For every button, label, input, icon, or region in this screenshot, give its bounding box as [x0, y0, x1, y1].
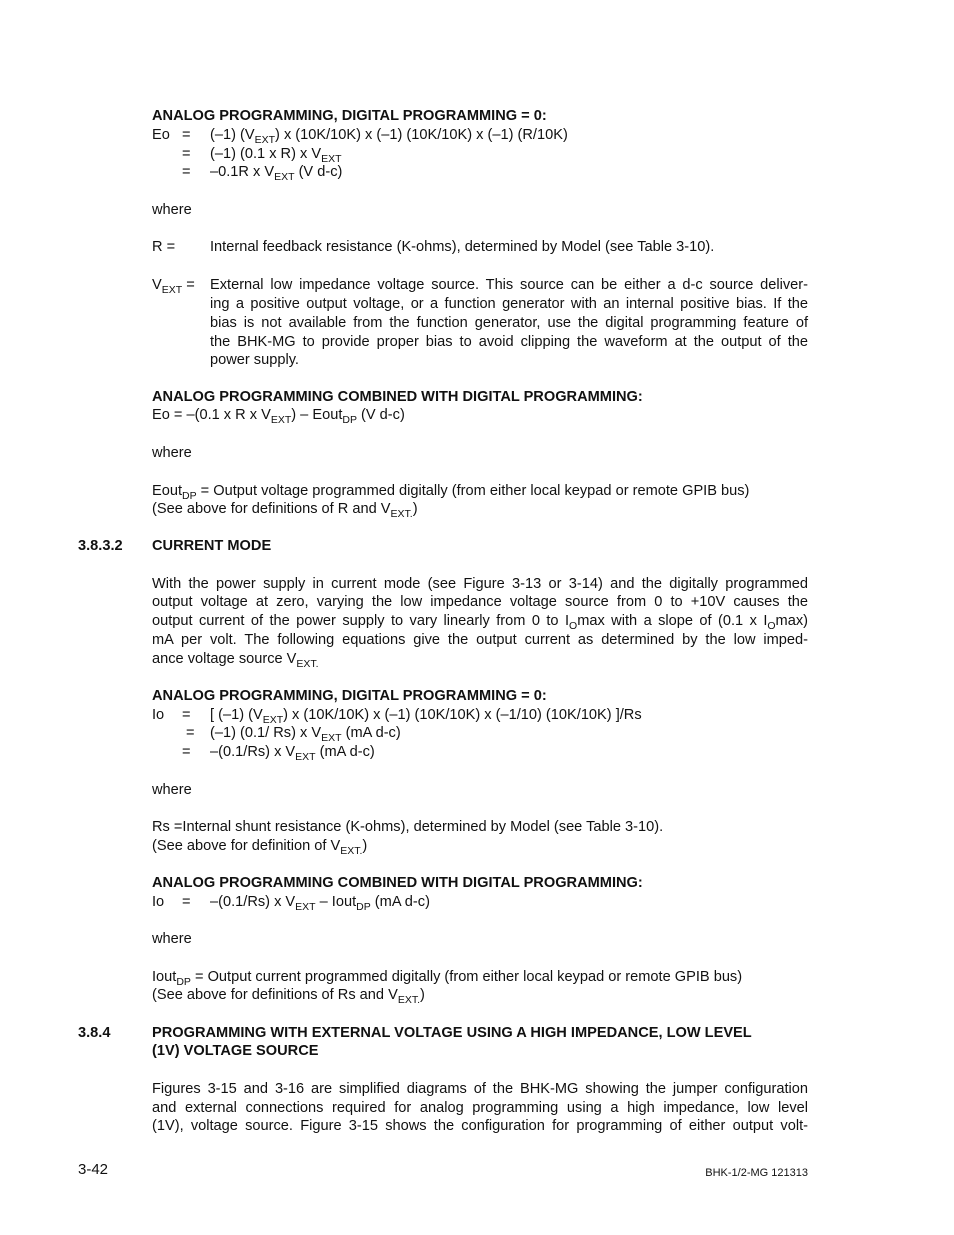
where-text: where [152, 202, 192, 218]
equals-sign: = [182, 164, 191, 180]
section-number: 3.8.4 [78, 1025, 111, 1041]
definition-label: R = [152, 239, 176, 255]
equation-text: –(0.1/Rs) x $V_{EXT}$ – Iout$_{DP}$ (mA d-c) [210, 894, 430, 913]
equation-text: [ (–1) $(V_{EXT})$ x (10K/10K) x (–1) (10K/10K) x (–1/10) (10K/10K) ]/Rs [210, 707, 642, 726]
equation-lhs: Io [152, 707, 165, 723]
paragraph-line: output voltage at zero, varying the low impedance voltage source from 0 to +10V causes the [152, 594, 808, 610]
document-id: BHK-1/2-MG 121313 [705, 1167, 808, 1179]
definition-text: Iout$_{DP}$ = Output current programmed digitally (from either local keypad or remote GPIB bus) [152, 969, 743, 988]
section-heading: ANALOG PROGRAMMING, DIGITAL PROGRAMMING = 0: [152, 108, 547, 124]
page-number: 3-42 [78, 1161, 109, 1178]
section-title: CURRENT MODE [152, 538, 272, 554]
definition-line: power supply. [210, 352, 299, 368]
equation-lhs: Io [152, 894, 165, 910]
section-heading: ANALOG PROGRAMMING COMBINED WITH DIGITAL PROGRAMMING: [152, 389, 643, 405]
definition-text: (See above for definitions of R and $V_{EXT.}$) [152, 501, 418, 520]
paragraph-line: mA per volt. The following equations give the output current as determined by the low imped- [152, 632, 808, 648]
paragraph-line: Figures 3-15 and 3-16 are simplified diagrams of the BHK-MG showing the jumper configuration [152, 1081, 808, 1097]
section-title: (1V) VOLTAGE SOURCE [152, 1043, 319, 1059]
paragraph-line: ance voltage source $V_{EXT.}$ [152, 651, 319, 670]
equation-text: (–1) (0.1/ Rs) x $V_{EXT}$ (mA d-c) [210, 725, 401, 744]
definition-text: Rs =Internal shunt resistance (K-ohms), determined by Model (see Table 3-10). [152, 819, 664, 835]
equation-text: Eo = –(0.1 x R x $V_{EXT}$) – Eout$_{DP}$ (V d-c) [152, 407, 405, 426]
equals-sign: = [186, 725, 195, 741]
equation-text: (–1) (0.1 x R) x $V_{EXT}$ [210, 146, 342, 165]
definition-text: Eout$_{DP}$ = Output voltage programmed digitally (from either local keypad or remote GPIB bus) [152, 483, 750, 502]
equals-sign: = [182, 744, 191, 760]
where-text: where [152, 445, 192, 461]
equals-sign: = [182, 707, 191, 723]
section-title: PROGRAMMING WITH EXTERNAL VOLTAGE USING A HIGH IMPEDANCE, LOW LEVEL [152, 1025, 752, 1041]
paragraph-line: and external connections required for analog programming using a high impedance, low level [152, 1100, 808, 1116]
definition-line: ing a positive output voltage, or a function generator with an internal positive bias. If the [210, 296, 808, 312]
paragraph-line: With the power supply in current mode (see Figure 3-13 or 3-14) and the digitally programmed [152, 576, 808, 592]
equation-text: –0.1R x $V_{EXT}$ (V d-c) [210, 164, 343, 183]
equals-sign: = [182, 146, 191, 162]
equals-sign: = [182, 894, 191, 910]
section-heading: ANALOG PROGRAMMING, DIGITAL PROGRAMMING = 0: [152, 688, 547, 704]
definition-text: (See above for definition of $V_{EXT.}$) [152, 838, 368, 857]
paragraph-line: (1V), voltage source. Figure 3-15 shows the configuration for programming of either output volt- [152, 1118, 808, 1134]
equation-lhs: Eo [152, 127, 170, 143]
where-text: where [152, 782, 192, 798]
definition-line: External low impedance voltage source. This source can be either a d-c source deliver- [210, 277, 808, 293]
section-heading: ANALOG PROGRAMMING COMBINED WITH DIGITAL PROGRAMMING: [152, 875, 643, 891]
where-text: where [152, 931, 192, 947]
definition-line: the BHK-MG to provide proper bias to avoid clipping the waveform at the output of the [210, 334, 808, 350]
equation-text: (–1) $(V_{EXT})$ x (10K/10K) x (–1) (10K/10K) x (–1) (R/10K) [210, 127, 568, 146]
definition-label: $V_{EXT}$ = [152, 277, 195, 296]
section-number: 3.8.3.2 [78, 538, 123, 554]
equation-text: –(0.1/Rs) x $V_{EXT}$ (mA d-c) [210, 744, 375, 763]
paragraph-line: output current of the power supply to vary linearly from 0 to $I_O\max$ with a slope of (0.1 x $I_O\max$) [152, 613, 808, 632]
equals-sign: = [182, 127, 191, 143]
definition-line: bias is not available from the function generator, use the digital programming feature of [210, 315, 808, 331]
definition-text: Internal feedback resistance (K-ohms), determined by Model (see Table 3-10). [210, 239, 715, 255]
definition-text: (See above for definitions of Rs and $V_{EXT.}$) [152, 987, 425, 1006]
